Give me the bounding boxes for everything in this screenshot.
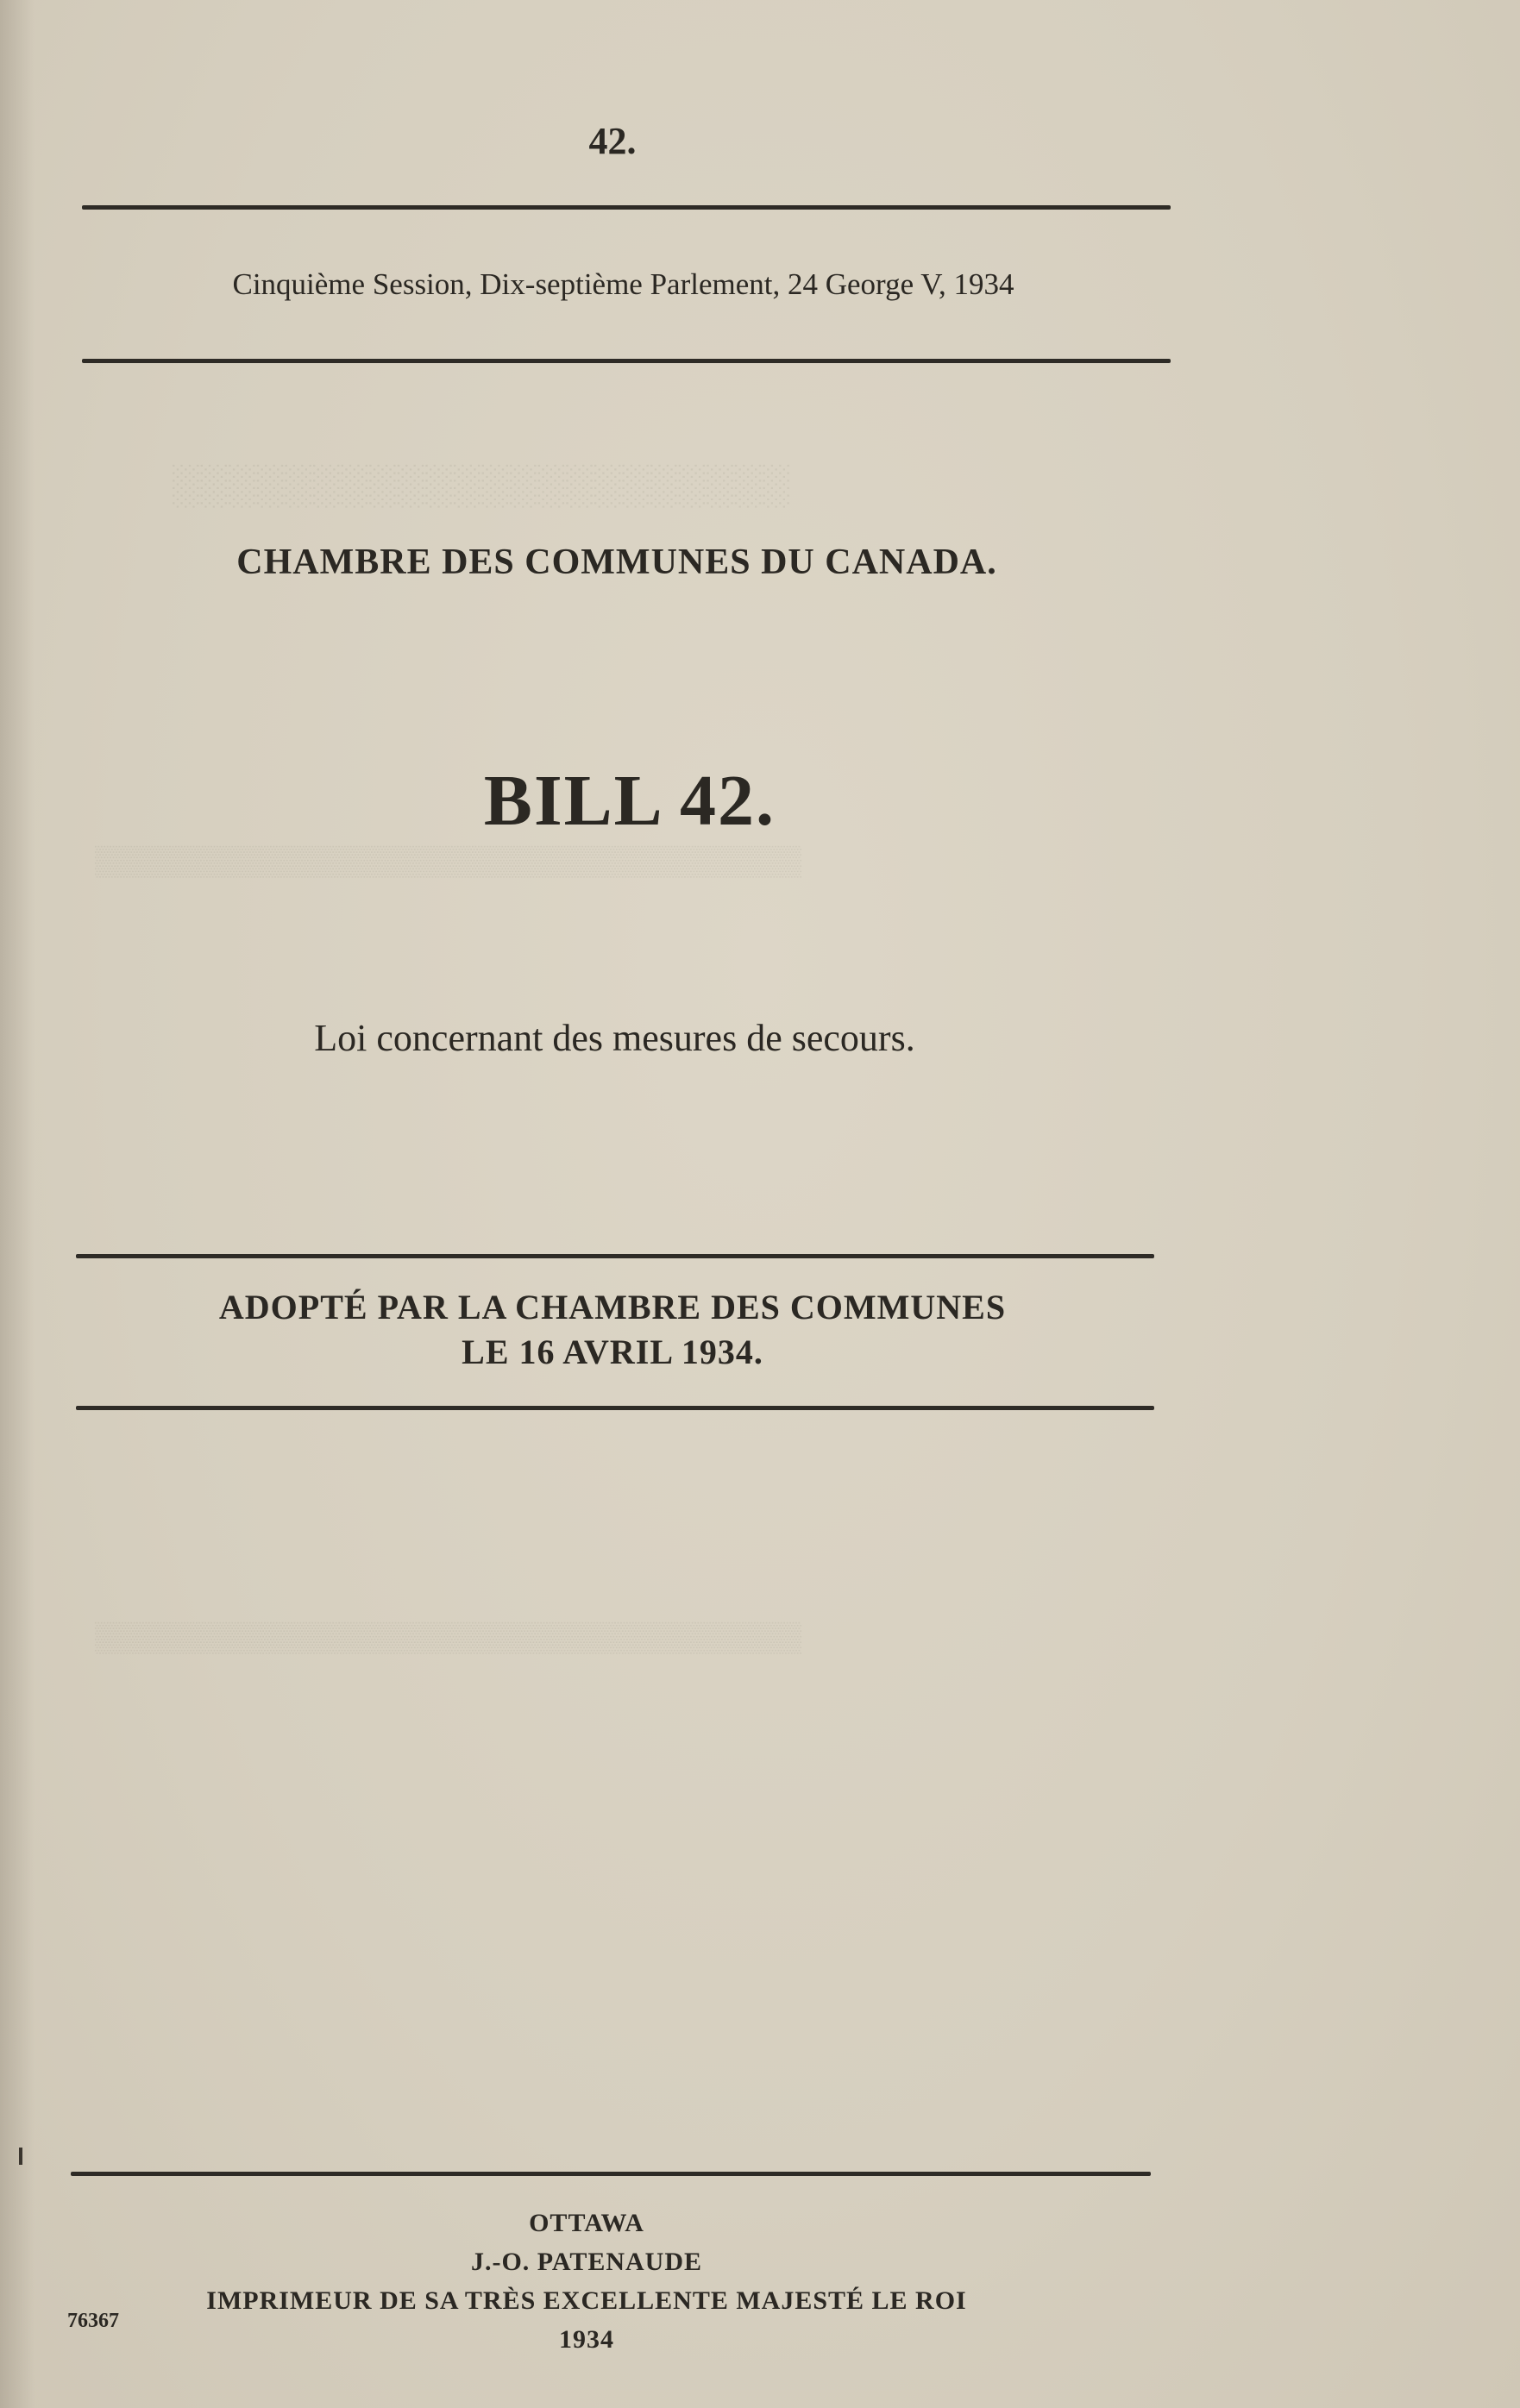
- adoption-line-1: ADOPTÉ PAR LA CHAMBRE DES COMMUNES: [218, 1288, 1007, 1326]
- imprint-rule: [71, 2172, 1151, 2176]
- top-rule: [82, 205, 1171, 210]
- imprint-title: IMPRIMEUR DE SA TRÈS EXCELLENTE MAJESTÉ LE ROI: [206, 2286, 967, 2315]
- adopted-top-rule: [76, 1254, 1154, 1258]
- bleed-through-texture: ░░░░░░░░░░░░░░░░░░░░░░: [173, 462, 791, 506]
- printer-imprint: [155, 2204, 1018, 2359]
- imprint-city: OTTAWA: [529, 2209, 644, 2237]
- session-rule: [82, 359, 1171, 363]
- plate-number: 76367: [67, 2310, 119, 2332]
- chamber-heading: CHAMBRE DES COMMUNES DU CANADA.: [236, 542, 997, 582]
- imprint-printer: J.-O. PATENAUDE: [470, 2248, 703, 2276]
- bill-number-header: 42.: [588, 120, 637, 162]
- bleed-through-texture: ▒▒▒▒▒▒▒▒▒▒▒▒▒▒▒▒▒▒▒▒▒▒▒▒▒▒▒▒▒▒▒▒▒▒: [95, 845, 802, 877]
- adoption-notice: [112, 1285, 1113, 1375]
- adoption-line-2: LE 16 AVRIL 1934.: [462, 1333, 763, 1371]
- session-line: Cinquième Session, Dix-septième Parlement, 24 George V, 1934: [232, 267, 1014, 301]
- imprint-year: 1934: [559, 2325, 614, 2354]
- edge-mark: [19, 2148, 22, 2165]
- bleed-through-texture: ▒▒▒▒▒▒▒▒▒▒▒▒▒▒▒▒▒▒▒▒▒▒▒▒▒▒▒▒▒▒▒▒▒▒: [95, 1621, 802, 1653]
- bill-title: BILL 42.: [483, 761, 776, 841]
- adopted-bottom-rule: [76, 1406, 1154, 1410]
- bill-subject: Loi concernant des mesures de secours.: [314, 1017, 915, 1059]
